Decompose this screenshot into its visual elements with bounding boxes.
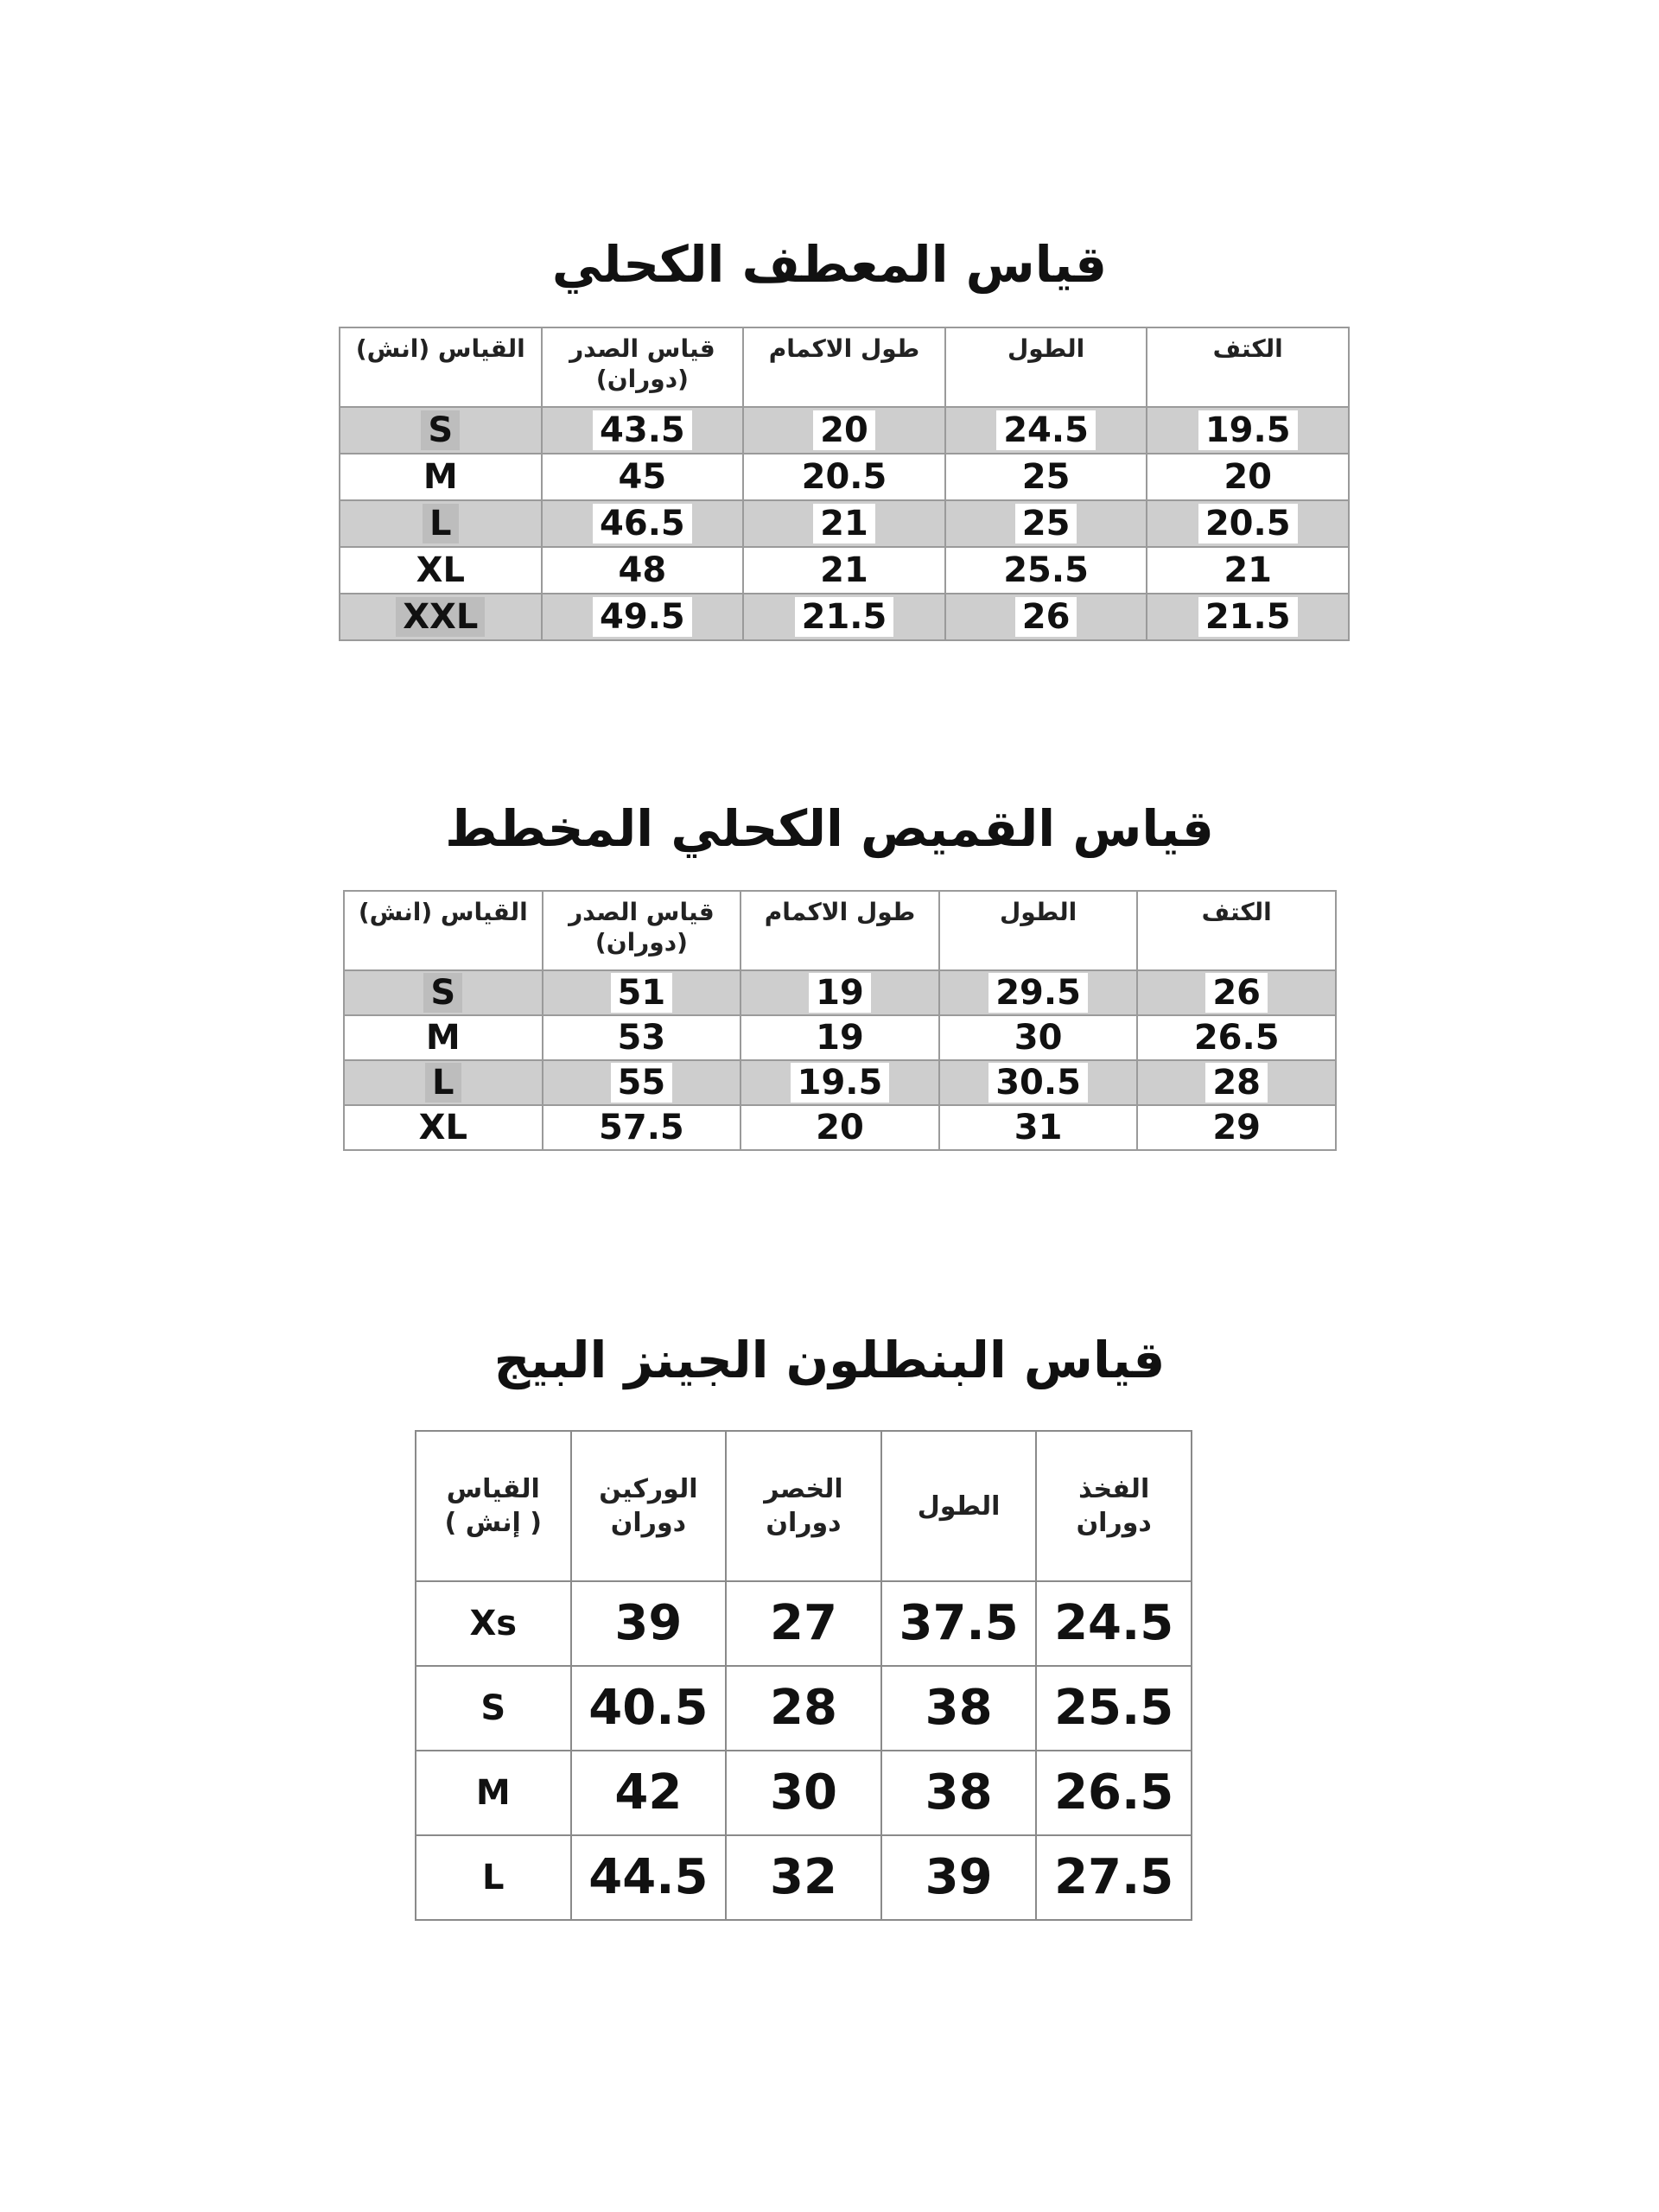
measurement-cell: [571, 1581, 727, 1666]
size-label-cell: [340, 547, 542, 594]
measurement-cell: [939, 1060, 1138, 1105]
measurement-cell: [726, 1581, 881, 1666]
table-row: [344, 1060, 1336, 1105]
shirt-size-title: قياس القميص الكحلي المخطط: [445, 799, 1214, 858]
measurement-value: 29.5: [988, 973, 1088, 1013]
measurement-value: 21.5: [1198, 597, 1298, 637]
size-label-cell: [416, 1835, 571, 1920]
table-row: [416, 1581, 1192, 1666]
size-label-cell: [344, 1105, 543, 1150]
size-label: S: [480, 1688, 506, 1728]
measurement-value: 32: [770, 1849, 837, 1906]
table-row: [416, 1751, 1192, 1835]
table-row: [344, 970, 1336, 1015]
measurement-value: 26.5: [1187, 1018, 1287, 1058]
size-label-cell: [416, 1581, 571, 1666]
size-label: XL: [412, 1108, 474, 1147]
measurement-cell: [1036, 1666, 1192, 1751]
measurement-cell: [726, 1751, 881, 1835]
measurement-value: 21.5: [795, 597, 894, 637]
measurement-cell: [881, 1835, 1037, 1920]
measurement-cell: [726, 1666, 881, 1751]
measurement-value: 21: [813, 550, 875, 590]
measurement-cell: [743, 454, 945, 500]
measurement-cell: [881, 1581, 1037, 1666]
measurement-value: 48: [612, 550, 674, 590]
measurement-cell: [743, 500, 945, 547]
measurement-value: 42: [614, 1764, 683, 1821]
measurement-value: 55: [611, 1063, 673, 1103]
measurement-value: 27: [770, 1595, 837, 1652]
measurement-value: 30: [770, 1764, 837, 1821]
header-row: [340, 327, 1349, 407]
measurement-cell: [543, 1060, 741, 1105]
measurement-cell: [543, 970, 741, 1015]
measurement-value: 30.5: [988, 1063, 1088, 1103]
measurement-cell: [542, 454, 744, 500]
size-label: M: [416, 457, 465, 497]
size-label-cell: [340, 407, 542, 454]
size-label-cell: [340, 500, 542, 547]
measurement-cell: [741, 1060, 939, 1105]
column-header: الخصر دوران: [726, 1431, 881, 1581]
measurement-cell: [1147, 407, 1349, 454]
measurement-cell: [741, 1105, 939, 1150]
measurement-cell: [939, 970, 1138, 1015]
measurement-value: 20: [813, 410, 875, 450]
measurement-value: 30: [1007, 1018, 1070, 1058]
measurement-value: 21: [813, 504, 875, 543]
size-label-cell: [344, 1060, 543, 1105]
measurement-cell: [1147, 500, 1349, 547]
measurement-cell: [881, 1751, 1037, 1835]
table-row: [344, 1105, 1336, 1150]
size-label: M: [475, 1773, 511, 1813]
table-row: [340, 500, 1349, 547]
measurement-value: 38: [925, 1680, 993, 1737]
measurement-cell: [945, 594, 1147, 640]
measurement-cell: [571, 1835, 727, 1920]
measurement-value: 25.5: [1054, 1680, 1174, 1737]
measurement-cell: [1036, 1751, 1192, 1835]
measurement-value: 49.5: [593, 597, 692, 637]
table-row: [340, 594, 1349, 640]
measurement-value: 25: [1015, 457, 1077, 497]
measurement-cell: [571, 1666, 727, 1751]
measurement-cell: [1137, 1060, 1336, 1105]
size-label: XL: [410, 550, 472, 590]
measurement-cell: [543, 1105, 741, 1150]
measurement-value: 19: [809, 1018, 871, 1058]
measurement-value: 27.5: [1054, 1849, 1174, 1906]
measurement-cell: [741, 970, 939, 1015]
measurement-value: 24.5: [1054, 1595, 1174, 1652]
measurement-cell: [945, 547, 1147, 594]
measurement-value: 21: [1217, 550, 1279, 590]
measurement-cell: [1036, 1581, 1192, 1666]
measurement-cell: [1036, 1835, 1192, 1920]
column-header: الطول: [945, 327, 1147, 407]
measurement-value: 40.5: [588, 1680, 709, 1737]
measurement-cell: [741, 1015, 939, 1060]
table-row: [340, 454, 1349, 500]
measurement-cell: [743, 407, 945, 454]
measurement-cell: [571, 1751, 727, 1835]
size-label: M: [419, 1018, 467, 1058]
measurement-value: 57.5: [592, 1108, 691, 1147]
measurement-cell: [1147, 454, 1349, 500]
measurement-value: 44.5: [588, 1849, 709, 1906]
header-row: [416, 1431, 1192, 1581]
measurement-cell: [939, 1105, 1138, 1150]
measurement-value: 43.5: [593, 410, 692, 450]
measurement-value: 25.5: [996, 550, 1096, 590]
table-row: [344, 1015, 1336, 1060]
measurement-value: 51: [611, 973, 673, 1013]
jacket-size-table: [339, 327, 1350, 641]
jacket-size-title: قياس المعطف الكحلي: [551, 235, 1108, 294]
column-header: طول الاكمام: [741, 891, 939, 970]
measurement-value: 20.5: [1198, 504, 1298, 543]
measurement-value: 28: [770, 1680, 837, 1737]
measurement-value: 26: [1205, 973, 1268, 1013]
measurement-cell: [743, 547, 945, 594]
size-label: L: [423, 504, 459, 543]
column-header: الوركين دوران: [571, 1431, 727, 1581]
measurement-value: 20: [809, 1108, 871, 1147]
measurement-cell: [542, 547, 744, 594]
size-label: Xs: [469, 1604, 518, 1643]
column-header: طول الاكمام: [743, 327, 945, 407]
measurement-value: 19.5: [791, 1063, 890, 1103]
table-row: [416, 1666, 1192, 1751]
column-header: الفخذ دوران: [1036, 1431, 1192, 1581]
column-header: القياس ( إنش ): [416, 1431, 571, 1581]
measurement-value: 29: [1205, 1108, 1268, 1147]
measurement-value: 53: [611, 1018, 673, 1058]
jeans-size-title: قياس البنطلون الجينز البيج: [493, 1331, 1166, 1389]
shirt-size-table: [343, 890, 1337, 1151]
measurement-cell: [945, 454, 1147, 500]
column-header: الطول: [939, 891, 1138, 970]
measurement-value: 26: [1015, 597, 1077, 637]
measurement-value: 19: [809, 973, 871, 1013]
measurement-cell: [1137, 970, 1336, 1015]
jeans-size-table: [415, 1430, 1192, 1921]
column-header: القياس (انش): [340, 327, 542, 407]
table-row: [416, 1835, 1192, 1920]
measurement-value: 45: [612, 457, 674, 497]
size-label: L: [482, 1858, 505, 1897]
column-header: القياس (انش): [344, 891, 543, 970]
measurement-value: 24.5: [996, 410, 1096, 450]
size-label-cell: [340, 594, 542, 640]
measurement-cell: [743, 594, 945, 640]
measurement-cell: [1147, 547, 1349, 594]
measurement-cell: [542, 407, 744, 454]
measurement-value: 39: [925, 1849, 993, 1906]
measurement-value: 46.5: [593, 504, 692, 543]
measurement-value: 31: [1007, 1108, 1070, 1147]
measurement-cell: [543, 1015, 741, 1060]
measurement-cell: [1147, 594, 1349, 640]
measurement-cell: [939, 1015, 1138, 1060]
measurement-cell: [881, 1666, 1037, 1751]
measurement-cell: [726, 1835, 881, 1920]
column-header: الكتف: [1137, 891, 1336, 970]
size-label-cell: [416, 1666, 571, 1751]
measurement-value: 19.5: [1198, 410, 1298, 450]
column-header: الكتف: [1147, 327, 1349, 407]
column-header: الطول: [881, 1431, 1037, 1581]
measurement-cell: [542, 500, 744, 547]
measurement-cell: [945, 407, 1147, 454]
measurement-value: 39: [614, 1595, 683, 1652]
measurement-value: 25: [1015, 504, 1077, 543]
measurement-cell: [1137, 1105, 1336, 1150]
size-label: S: [421, 410, 460, 450]
size-label-cell: [416, 1751, 571, 1835]
measurement-value: 28: [1205, 1063, 1268, 1103]
measurement-cell: [542, 594, 744, 640]
size-label-cell: [344, 970, 543, 1015]
size-label-cell: [340, 454, 542, 500]
measurement-value: 20.5: [795, 457, 894, 497]
header-row: [344, 891, 1336, 970]
size-label: L: [425, 1063, 461, 1103]
size-label-cell: [344, 1015, 543, 1060]
measurement-value: 37.5: [899, 1595, 1019, 1652]
measurement-cell: [945, 500, 1147, 547]
table-row: [340, 407, 1349, 454]
measurement-value: 26.5: [1054, 1764, 1174, 1821]
measurement-value: 20: [1217, 457, 1279, 497]
table-row: [340, 547, 1349, 594]
size-label: XXL: [396, 597, 485, 637]
column-header: قياس الصدر (دوران): [542, 327, 744, 407]
measurement-cell: [1137, 1015, 1336, 1060]
column-header: قياس الصدر (دوران): [543, 891, 741, 970]
measurement-value: 38: [925, 1764, 993, 1821]
size-label: S: [423, 973, 462, 1013]
